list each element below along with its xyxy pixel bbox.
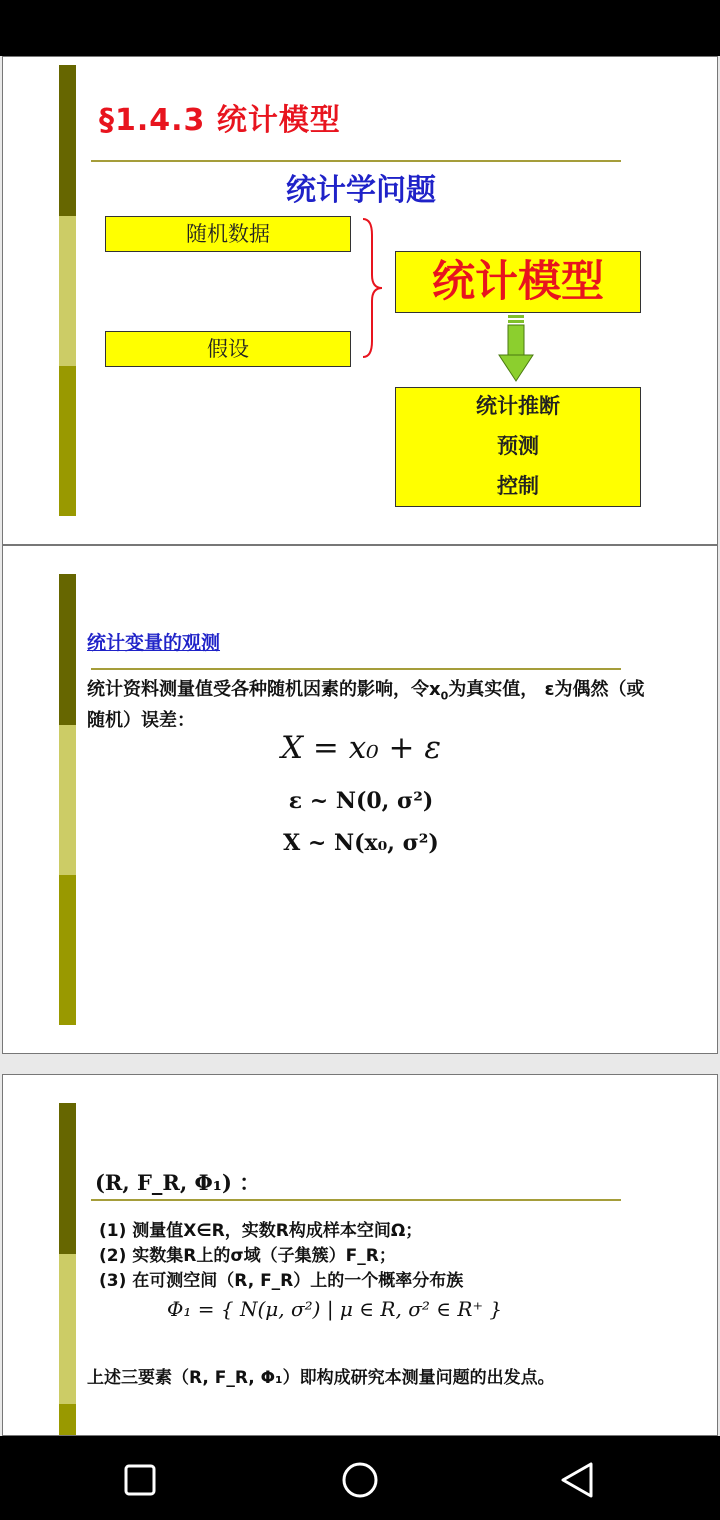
equation-3: X ~ N(x₀, σ²) — [283, 830, 439, 856]
output-inference: 统计推断 — [476, 394, 560, 418]
slide-heading: (R, F_R, Φ₁) ： — [95, 1170, 261, 1195]
slide-side-bar — [59, 1103, 76, 1436]
statistical-model-box: 统计模型 — [395, 251, 641, 313]
output-control: 控制 — [497, 474, 539, 498]
slide-heading: 统计学问题 — [286, 173, 436, 208]
slide-title: §1.4.3 统计模型 — [99, 103, 341, 138]
random-data-box: 随机数据 — [105, 216, 351, 252]
definition-list — [99, 1219, 463, 1294]
slide-heading: 统计变量的观测 — [87, 632, 221, 654]
down-arrow-icon — [497, 315, 535, 383]
outputs-box — [395, 387, 641, 507]
title-divider — [91, 1199, 621, 1201]
brace-icon — [359, 217, 385, 359]
slide-1 — [2, 56, 718, 545]
footer-text: 上述三要素（R, F_R, Φ₁）即构成研究本测量问题的出发点。 — [87, 1368, 555, 1388]
home-icon[interactable] — [338, 1458, 382, 1502]
list-item: (3) 在可测空间（R, F_R）上的一个概率分布族 — [99, 1271, 464, 1291]
slide-2 — [2, 545, 718, 1054]
list-item: (2) 实数集R上的σ域（子集簇）F_R； — [99, 1246, 396, 1266]
output-prediction: 预测 — [497, 434, 539, 458]
body-text: 统计资料测量值受各种随机因素的影响，令$x_0$为真实值， ε为偶然（或随机）误差： — [87, 679, 645, 731]
equation-1: X = x₀ + ε — [281, 730, 441, 766]
recent-apps-icon[interactable] — [118, 1458, 162, 1502]
status-bar — [0, 0, 720, 56]
slide-side-bar — [59, 65, 76, 516]
back-icon[interactable] — [555, 1458, 599, 1502]
formula: Φ₁ = { N(μ, σ²) | μ ∈ R, σ² ∈ R⁺ } — [167, 1297, 503, 1321]
slide-3 — [2, 1074, 718, 1436]
navigation-bar — [0, 1436, 720, 1520]
equation-2: ε ~ N(0, σ²) — [288, 788, 434, 814]
hypothesis-box: 假设 — [105, 331, 351, 367]
list-item: (1) 测量值X∈R，实数R构成样本空间Ω； — [99, 1221, 423, 1241]
title-divider — [91, 668, 621, 670]
title-divider — [91, 160, 621, 162]
